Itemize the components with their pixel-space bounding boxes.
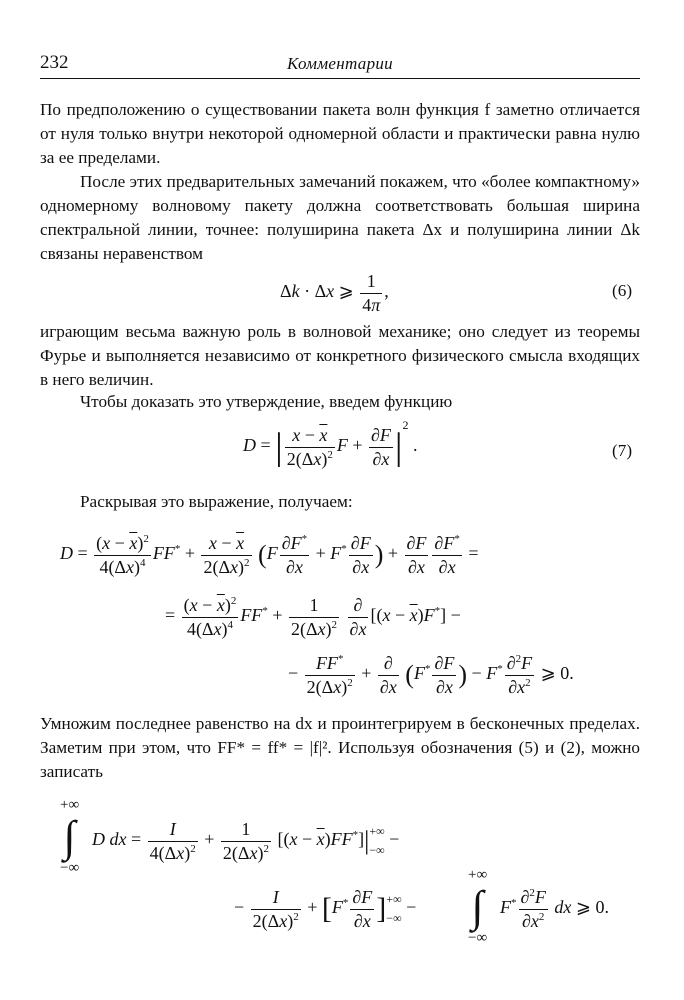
expansion-line-2: = $\frac{(x - \overline{x})^2}{4(\Delta x)^4}$ FF* + $\frac{1}{2(\Delta x)^2}$ $\frac{\partial}{\partial x}$ $[(x - \overline{x})F^*]$ − <box>165 595 461 639</box>
equation-7-number: (7) <box>612 441 633 460</box>
equation-6: Δk · Δx ⩾ $\frac{1}{4\pi}$ , <box>280 271 389 315</box>
paragraph-4: Чтобы доказать это утверждение, введем функцию <box>80 392 453 411</box>
page-number: 232 <box>40 52 69 73</box>
equation-6-number: (6) <box>612 281 633 300</box>
paragraph-3: играющим весьма важную роль в волновой механике; оно следует из теоремы Фурье и выполняется независимо от конкретного физического смысла входящих в него величин. <box>40 322 640 389</box>
paragraph-5: Раскрывая это выражение, получаем: <box>80 492 353 511</box>
page-header <box>40 52 640 79</box>
running-title: Комментарии <box>287 54 393 73</box>
expansion-line-3: − $\frac{FF^*}{2(\Delta x)^2}$ + $\frac{\partial}{\partial x}$ (F* $\frac{\partial F}{\partial x}$ ) − F* $\frac{\partial^2F}{\partial x^2}$ ⩾ 0. <box>288 653 574 697</box>
integral-line-2: − $\frac{I}{2(\Delta x)^2}$ + [F* $\frac{\partial F}{\partial x}$ ]+∞ −∞ − <box>234 887 417 931</box>
paragraph-6: Умножим последнее равенство на dx и проинтегрируем в бесконечных пределах. Заметим при этом, что FF* = ff* = |f|². Используя обозначения (5) и (2), можно записать <box>40 714 640 781</box>
integral-limits-1: +∞ ∫ −∞ <box>60 797 80 876</box>
paragraph-1: По предположению о существовании пакета волн функция f заметно отличается от нуля только внутри некоторой одномерной области и практически равна нулю за ее пределами. <box>40 100 640 167</box>
integral-limits-2: +∞ ∫ −∞ <box>468 867 488 946</box>
paragraph-2: После этих предварительных замечаний покажем, что «более компактному» одномерному волновому пакету должна соответствовать большая ширина спектральной линии, точнее: полуширина пакета Δx и полуширина линии Δk связаны неравенством <box>40 172 640 263</box>
integral-line-2-end: F* $\frac{\partial^2F}{\partial x^2}$ dx ⩾ 0. <box>500 887 609 931</box>
integral-line-1: D dx = $\frac{I}{4(\Delta x)^2}$ + $\frac{1}{2(\Delta x)^2}$ $[(x - \overline{x})FF^*]|+\infty$ −∞ − <box>92 819 400 863</box>
equation-7: D = | $\frac{x - \overline{x}}{2(\Delta x)^2}$ F + $\frac{\partial F}{\partial x}$ $|^2$ . <box>243 418 418 469</box>
expansion-line-1: D = $\frac{(x - \overline{x})^2}{4(\Delta x)^4}$ FF* + $\frac{x - \overline{x}}{2(\Delta x)^2}$ (F $\frac{\partial F^*}{\partial x}$ + F* $\frac{\partial F}{\partial x}$ ) + $\frac{\partial F}{\partial x}$ $\frac{\partial F^*}{\partial x}$ = <box>60 533 479 577</box>
